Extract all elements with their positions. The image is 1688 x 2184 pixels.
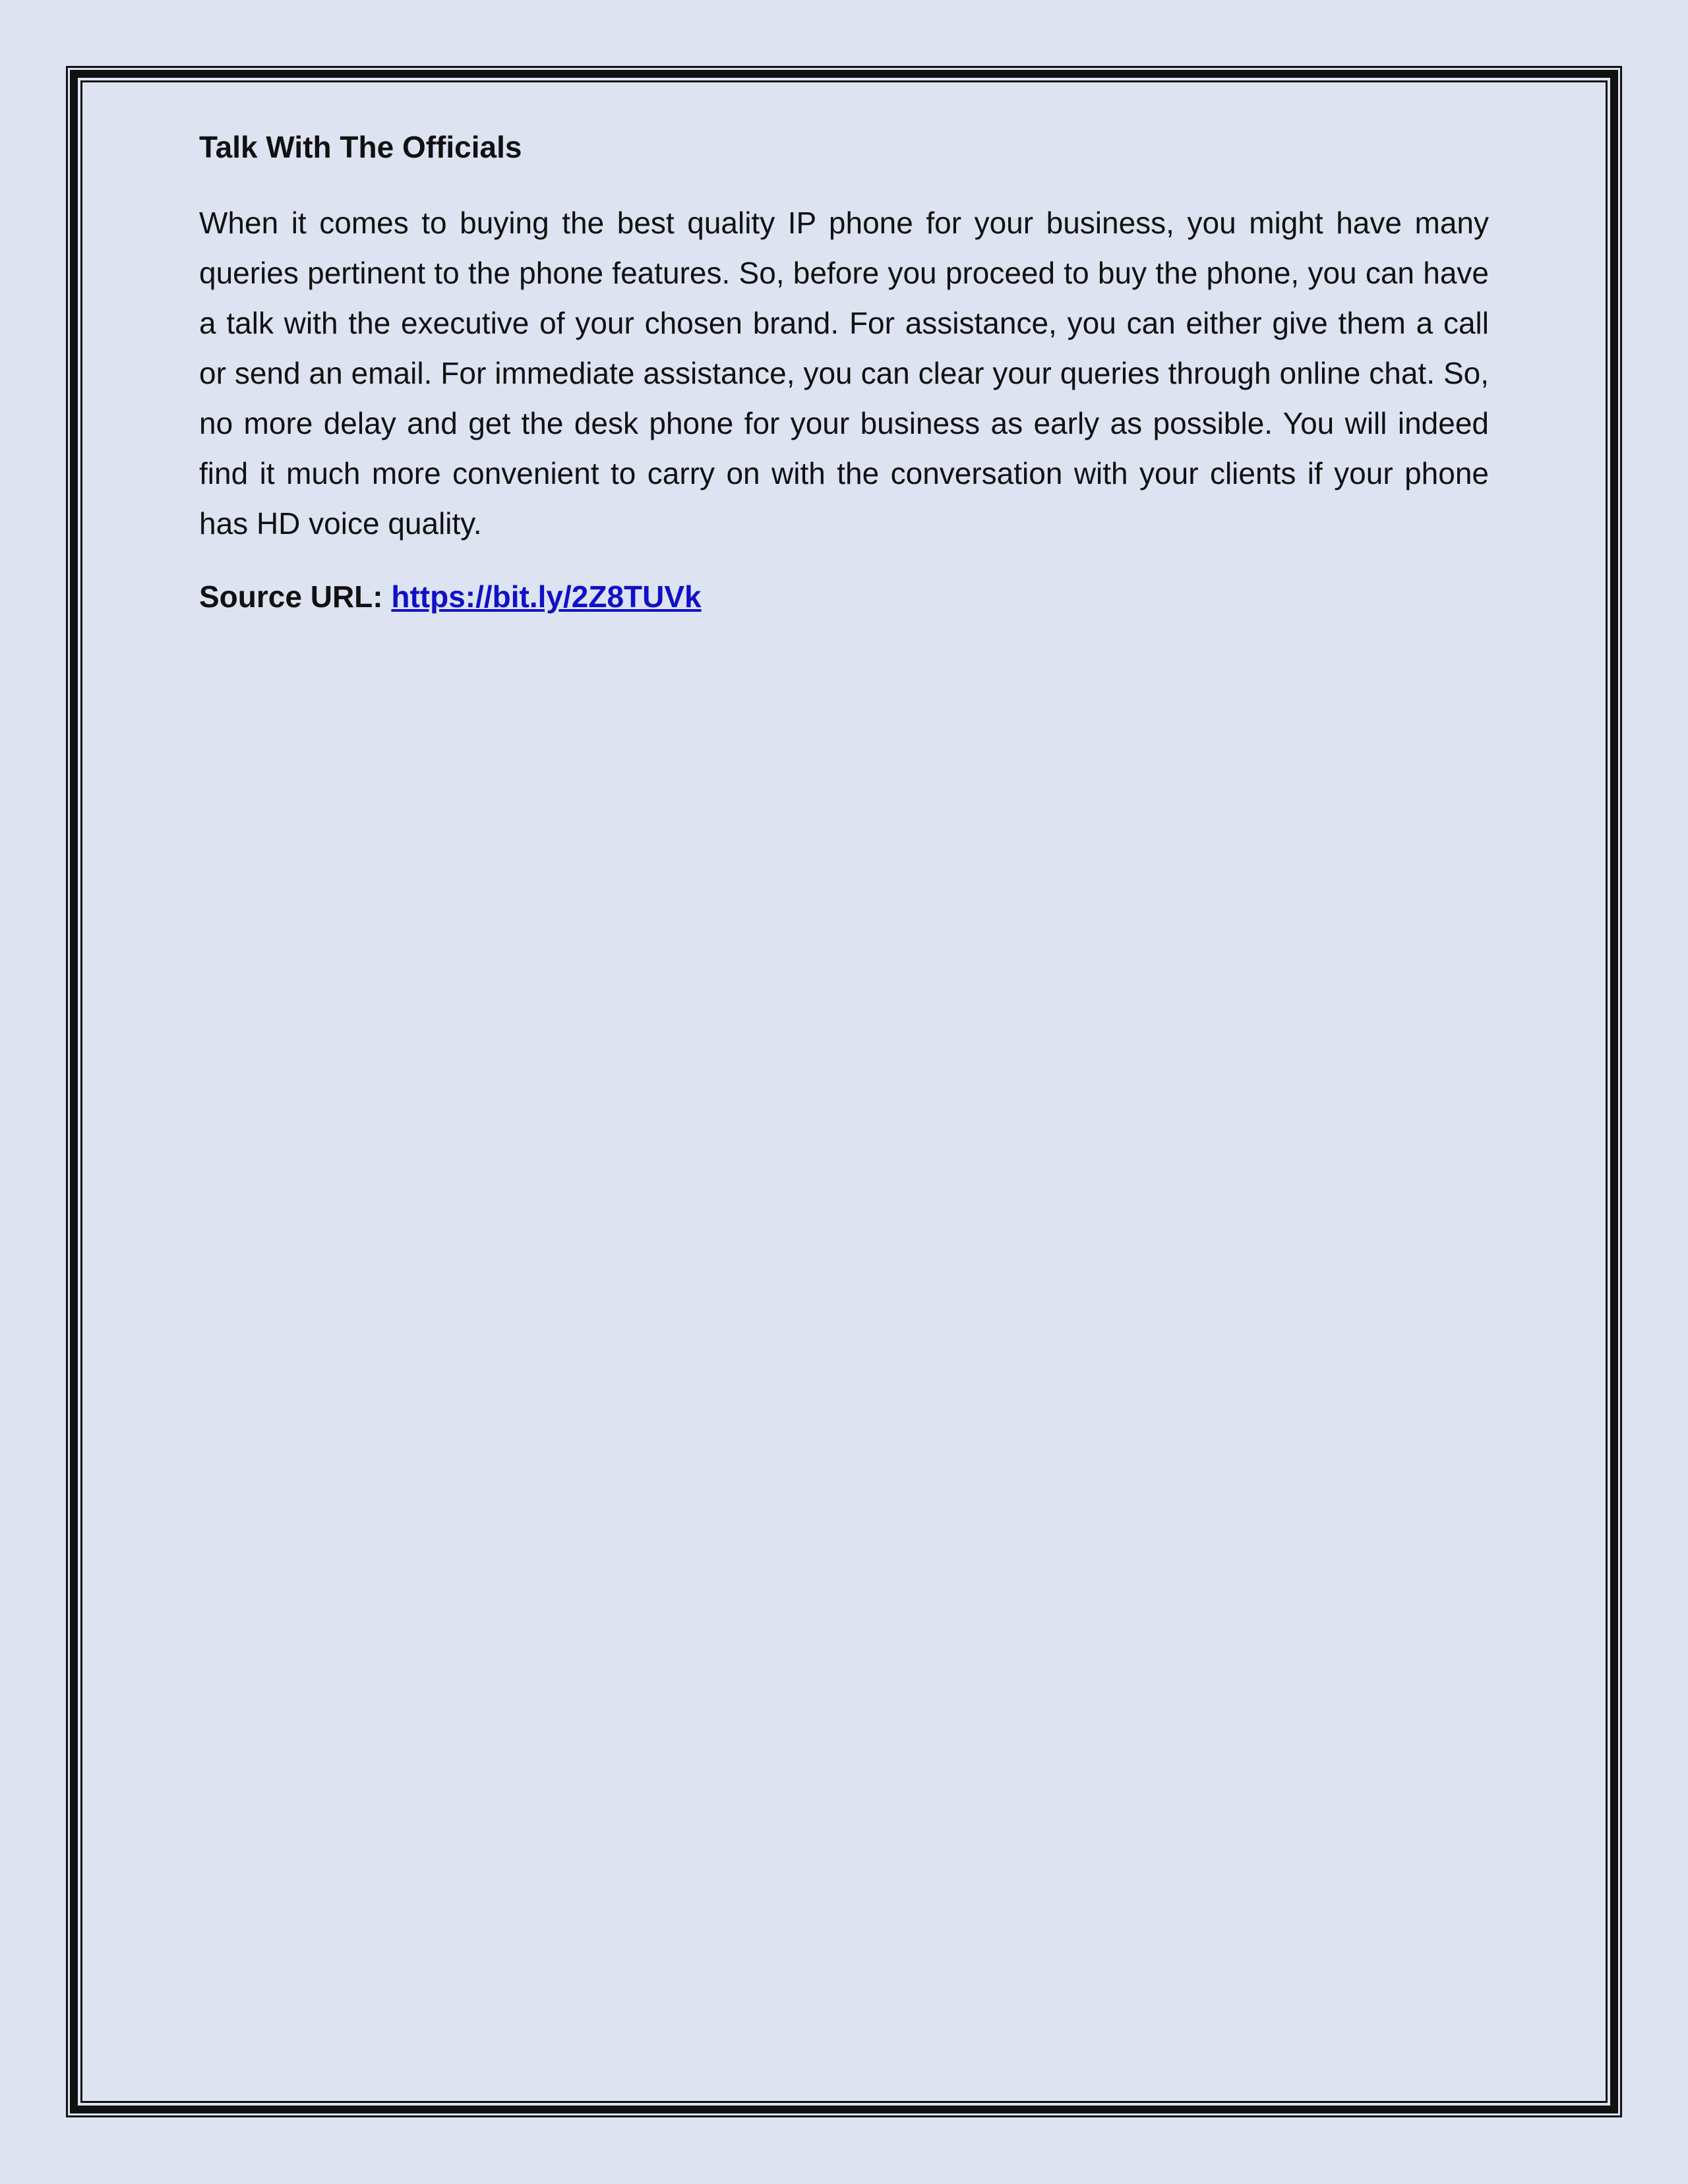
- source-line: [199, 575, 1489, 618]
- source-label: Source URL:: [199, 579, 383, 614]
- source-url-link[interactable]: https://bit.ly/2Z8TUVk: [391, 579, 702, 614]
- body-paragraph: When it comes to buying the best quality IP phone for your business, you might have many queries pertinent to the phone features. So, before you proceed to buy the phone, you can have a talk with the executive of your chosen brand. For assistance, you can either give them a call or send an email. For immediate assistance, you can clear your queries through online chat. So, no more delay and get the desk phone for your business as early as possible. You will indeed find it much more convenient to carry on with the conversation with your clients if your phone has HD voice quality.: [199, 206, 1489, 541]
- document-content: [199, 125, 1489, 618]
- section-heading: Talk With The Officials: [199, 130, 522, 164]
